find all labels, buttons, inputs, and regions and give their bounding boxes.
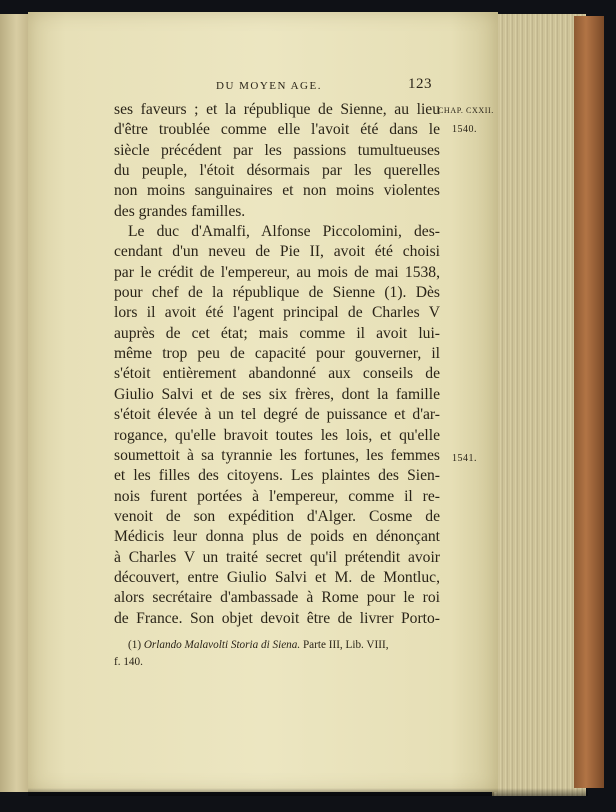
text-line: alors secrétaire d'ambassade à Rome pour le roi [114, 589, 440, 607]
text-line: pour chef de la république de Sienne (1). Dès [114, 284, 440, 302]
text-line: auprès de cet état; mais comme il avoit lui- [114, 324, 440, 342]
text-line: Giulio Salvi et de ses six frères, dont la famille [114, 385, 440, 403]
footnote [114, 637, 444, 671]
text-line: ses faveurs ; et la république de Sienne, au lieu [114, 101, 440, 118]
text-line: rogance, qu'elle bravoit toutes les lois, et qu'elle [114, 426, 440, 444]
bottom-shadow [28, 788, 588, 796]
body-text [114, 100, 440, 629]
footnote-line-2: f. 140. [114, 656, 143, 668]
text-line: d'être troublée comme elle l'avoit été dans le [114, 121, 440, 139]
text-line: par le crédit de l'empereur, au mois de mai 1538, [114, 263, 440, 281]
text-line: s'étoit élevée à un tel degré de puissance et d'ar- [114, 406, 440, 424]
text-line: soumettoit à sa tyrannie les fortunes, les femmes [114, 446, 440, 464]
left-page-edge [0, 14, 31, 792]
book-cover-edge [574, 16, 604, 788]
text-line: venoit de son expédition d'Alger. Cosme de [114, 507, 440, 525]
margin-note-year-1540: 1540. [452, 124, 477, 135]
text-line: découvert, entre Giulio Salvi et M. de Montluc, [114, 568, 440, 586]
text-line: siècle précédent par les passions tumultueuses [114, 141, 440, 159]
page-header [188, 76, 438, 96]
text-line: du peuple, l'étoit désormais par les querelles [114, 162, 440, 180]
book-page [28, 12, 498, 792]
text-line: lors il avoit été l'agent principal de Charles V [114, 304, 440, 322]
page-number: 123 [408, 76, 432, 92]
text-line: même trop peu de capacité pour gouverner, il [114, 345, 440, 363]
footnote-marker: (1) [128, 639, 142, 651]
text-line: des grandes familles. [114, 202, 246, 220]
margin-note-chapter: CHAP. CXXII. [438, 106, 494, 115]
footnote-line-1 [114, 637, 444, 654]
text-line: de France. Son objet devoit être de livrer Porto- [114, 609, 440, 627]
text-line: s'étoit entièrement abandonné aux conseils de [114, 365, 440, 383]
text-line: à Charles V un traité secret qu'il prétendit avoir [114, 548, 440, 566]
text-line: Le duc d'Amalfi, Alfonse Piccolomini, des- [128, 223, 440, 241]
text-line: nois furent portées à l'empereur, comme il re- [114, 487, 440, 505]
running-head: DU MOYEN AGE. [216, 80, 322, 92]
text-line: Médicis leur donna plus de poids en dénonçant [114, 528, 440, 546]
footnote-citation-ref: Parte III, Lib. VIII, [300, 639, 389, 651]
text-line: cendant d'un neveu de Pie II, avoit été choisi [114, 243, 440, 261]
page-block-edge [492, 14, 586, 796]
margin-note-year-1541: 1541. [452, 453, 477, 464]
text-line: non moins sanguinaires et non moins violentes [114, 182, 440, 200]
text-line: et les filles des citoyens. Les plaintes des Sien- [114, 467, 440, 485]
footnote-citation-title: Orlando Malavolti Storia di Siena. [143, 639, 301, 651]
